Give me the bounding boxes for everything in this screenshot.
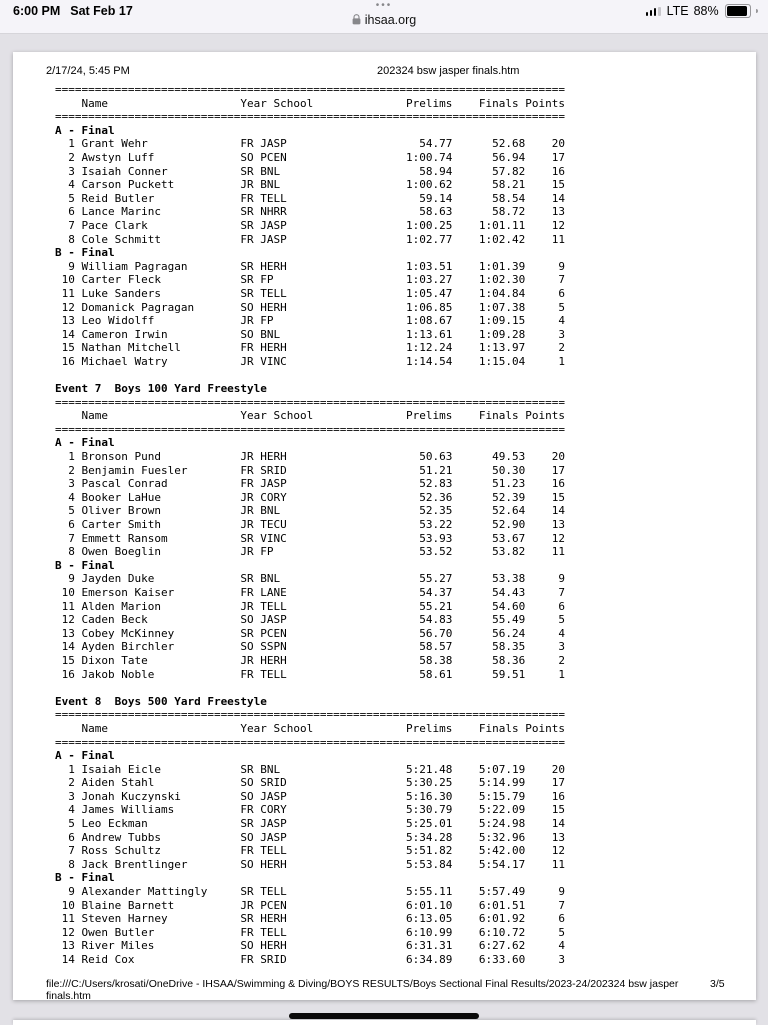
result-row: 1 Isaiah Eicle SR BNL 5:21.48 5:07.19 20 [55,762,565,776]
result-row: 10 Blaine Barnett JR PCEN 6:01.10 6:01.51 7 [55,898,565,912]
round-label: A - Final [55,123,115,137]
result-row: 14 Ayden Birchler SO SSPN 58.57 58.35 3 [55,640,565,654]
result-row: 9 Jayden Duke SR BNL 55.27 53.38 9 [55,572,565,586]
blank-line [55,368,565,382]
result-row: 4 James Williams FR CORY 5:30.79 5:22.09 15 [55,803,565,817]
round-label: B - Final [55,871,115,885]
result-row: 7 Pace Clark SR JASP 1:00.25 1:01.11 12 [55,218,565,232]
event-title: Event 7 Boys 100 Yard Freestyle [55,382,267,396]
table-header: Name Year School Prelims Finals Points [55,721,565,735]
result-row: 13 Cobey McKinney SR PCEN 56.70 56.24 4 [55,626,565,640]
table-separator: ============================================================================= [55,422,565,436]
result-row: 5 Reid Butler FR TELL 59.14 58.54 14 [55,191,565,205]
result-row: 8 Jack Brentlinger SO HERH 5:53.84 5:54.17 11 [55,857,565,871]
status-indicators [646,4,758,18]
results-text-body [55,83,565,967]
result-row: 4 Booker LaHue JR CORY 52.36 52.39 15 [55,490,565,504]
doc-header-filename: 202324 bsw jasper finals.htm [377,65,520,77]
table-separator: ============================================================================= [55,110,565,124]
battery-percent: 88% [693,4,719,18]
doc-footer-page-number: 3/5 [710,978,725,990]
result-row: 5 Leo Eckman SR JASP 5:25.01 5:24.98 14 [55,817,565,831]
result-row: 12 Domanick Pagragan SO HERH 1:06.85 1:07.38 5 [55,300,565,314]
result-row: 12 Caden Beck SO JASP 54.83 55.49 5 [55,613,565,627]
status-time: 6:00 PM [13,4,61,18]
result-row: 6 Andrew Tubbs SO JASP 5:34.28 5:32.96 13 [55,830,565,844]
doc-header-datetime: 2/17/24, 5:45 PM [46,65,130,77]
result-row: 2 Benjamin Fuesler FR SRID 51.21 50.30 17 [55,463,565,477]
result-row: 9 William Pagragan SR HERH 1:03.51 1:01.39 9 [55,259,565,273]
result-row: 3 Isaiah Conner SR BNL 58.94 57.82 16 [55,164,565,178]
network-label: LTE [666,4,689,18]
result-row: 11 Alden Marion JR TELL 55.21 54.60 6 [55,599,565,613]
round-label: A - Final [55,436,115,450]
next-page-edge [13,1020,756,1025]
table-separator: ============================================================================= [55,83,565,96]
result-row: 16 Jakob Noble FR TELL 58.61 59.51 1 [55,667,565,681]
battery-icon [725,4,751,18]
round-label: B - Final [55,558,115,572]
result-row: 2 Aiden Stahl SO SRID 5:30.25 5:14.99 17 [55,776,565,790]
status-date: Sat Feb 17 [70,4,133,18]
result-row: 7 Ross Schultz FR TELL 5:51.82 5:42.00 12 [55,844,565,858]
result-row: 11 Steven Harney SR HERH 6:13.05 6:01.92 6 [55,912,565,926]
result-row: 6 Carter Smith JR TECU 53.22 52.90 13 [55,518,565,531]
result-row: 14 Reid Cox FR SRID 6:34.89 6:33.60 3 [55,953,565,966]
result-row: 16 Michael Watry JR VINC 1:14.54 1:15.04 1 [55,354,565,368]
table-separator: ============================================================================= [55,735,565,749]
result-row: 15 Nathan Mitchell FR HERH 1:12.24 1:13.97 2 [55,341,565,355]
lock-icon [352,14,361,28]
result-row: 8 Owen Boeglin JR FP 53.52 53.82 11 [55,545,565,559]
table-separator: ============================================================================= [55,395,565,409]
blank-line [55,681,565,695]
result-row: 14 Cameron Irwin SO BNL 1:13.61 1:09.28 3 [55,327,565,341]
result-row: 8 Cole Schmitt FR JASP 1:02.77 1:02.42 11 [55,232,565,246]
home-indicator[interactable] [289,1013,479,1019]
result-row: 3 Pascal Conrad FR JASP 52.83 51.23 16 [55,477,565,491]
result-row: 1 Grant Wehr FR JASP 54.77 52.68 20 [55,137,565,151]
result-row: 12 Owen Butler FR TELL 6:10.99 6:10.72 5 [55,925,565,939]
result-row: 7 Emmett Ransom SR VINC 53.93 53.67 12 [55,531,565,545]
url-text: ihsaa.org [364,13,417,27]
event-title: Event 8 Boys 500 Yard Freestyle [55,694,267,708]
table-header: Name Year School Prelims Finals Points [55,409,565,423]
result-row: 10 Emerson Kaiser FR LANE 54.37 54.43 7 [55,585,565,599]
round-label: B - Final [55,246,115,260]
doc-footer-file-path: file:///C:/Users/krosati/OneDrive - IHSAA/Swimming & Diving/BOYS RESULTS/Boys Sectional Final Results/2023-24/202324 bsw jasper finals.htm [46,978,679,1002]
result-row: 9 Alexander Mattingly SR TELL 5:55.11 5:57.49 9 [55,885,565,899]
document-page [13,52,756,1000]
result-row: 4 Carson Puckett JR BNL 1:00.62 58.21 15 [55,178,565,192]
result-row: 2 Awstyn Luff SO PCEN 1:00.74 56.94 17 [55,150,565,164]
table-header: Name Year School Prelims Finals Points [55,96,565,110]
result-row: 6 Lance Marinc SR NHRR 58.63 58.72 13 [55,205,565,219]
battery-nub-icon [756,9,758,13]
tab-overflow-dots-icon[interactable]: ••• [375,0,393,11]
result-row: 13 Leo Widolff JR FP 1:08.67 1:09.15 4 [55,314,565,328]
result-row: 11 Luke Sanders SR TELL 1:05.47 1:04.84 6 [55,286,565,300]
result-row: 13 River Miles SO HERH 6:31.31 6:27.62 4 [55,939,565,953]
cellular-signal-icon [646,6,661,16]
result-row: 3 Jonah Kuczynski SO JASP 5:16.30 5:15.79 16 [55,789,565,803]
result-row: 1 Bronson Pund JR HERH 50.63 49.53 20 [55,450,565,464]
result-row: 10 Carter Fleck SR FP 1:03.27 1:02.30 7 [55,273,565,287]
result-row: 15 Dixon Tate JR HERH 58.38 58.36 2 [55,653,565,667]
round-label: A - Final [55,749,115,763]
table-separator: ============================================================================= [55,708,565,722]
status-bar [0,0,768,34]
result-row: 5 Oliver Brown JR BNL 52.35 52.64 14 [55,504,565,518]
